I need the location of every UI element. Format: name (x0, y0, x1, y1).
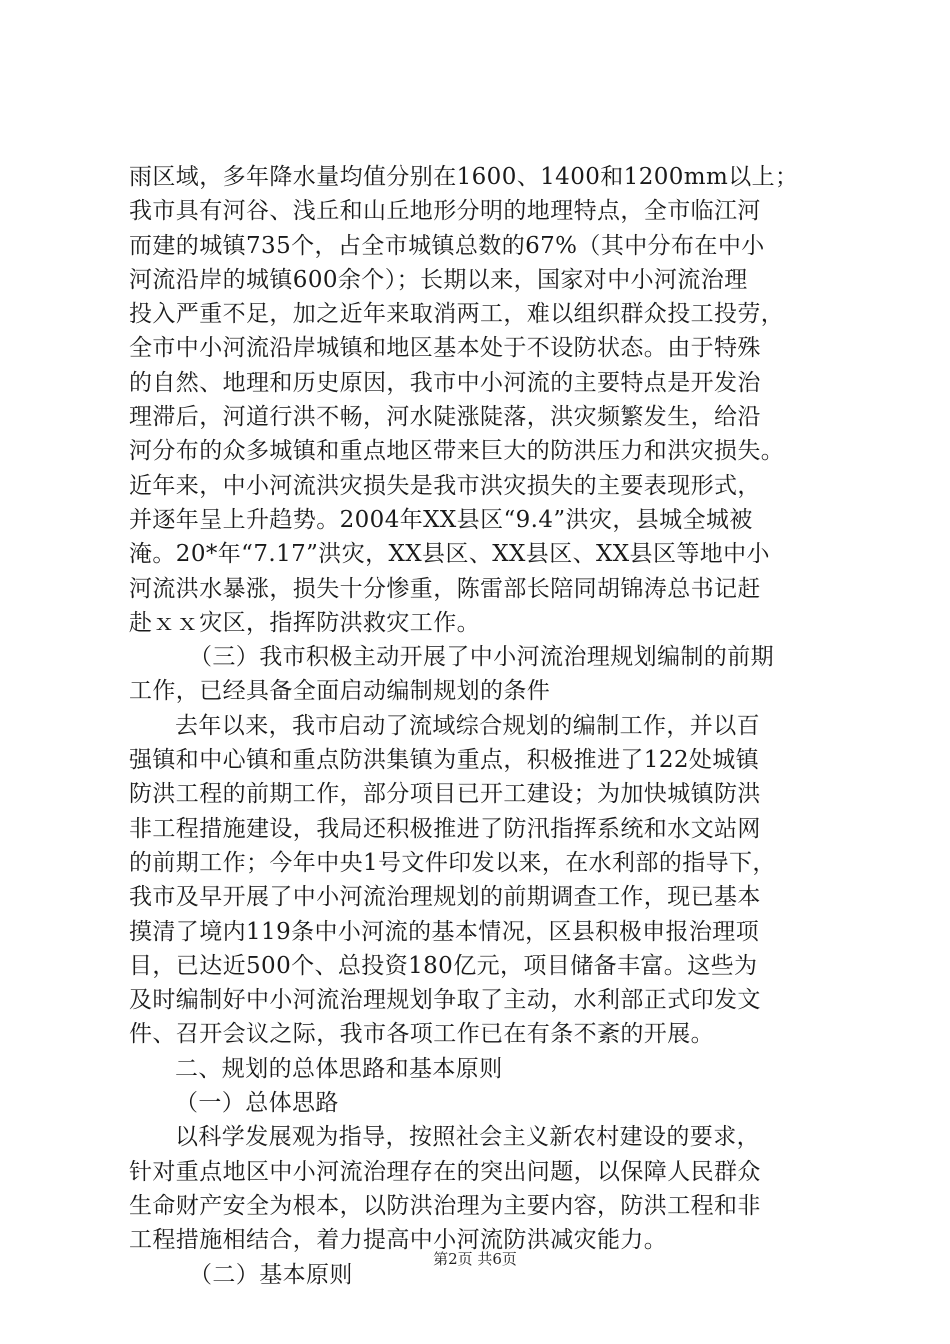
text-line: 非工程措施建设，我局还积极推进了防汛指挥系统和水文站网 (129, 815, 761, 842)
text-line: 赴ｘｘ灾区，指挥防洪救灾工作。 (129, 609, 480, 636)
text-line: 二、规划的总体思路和基本原则 (175, 1055, 503, 1082)
text-line: 的自然、地理和历史原因，我市中小河流的主要特点是开发治 (129, 369, 761, 396)
text-line: 强镇和中心镇和重点防洪集镇为重点，积极推进了122处城镇 (129, 747, 760, 774)
text-line: 雨区域，多年降水量均值分别在1600、1400和1200mm以上； (129, 164, 799, 190)
document-body (129, 160, 833, 1292)
text-line: 生命财产安全为根本，以防洪治理为主要内容，防洪工程和非 (129, 1192, 761, 1219)
text-line: 工作，已经具备全面启动编制规划的条件 (129, 678, 551, 705)
text-line: 目，已达近500个、总投资180亿元，项目储备丰富。这些为 (129, 952, 758, 979)
text-line: 淹。20*年“7.17”洪灾，XX县区、XX县区、XX县区等地中小 (129, 541, 770, 568)
text-line: 我市具有河谷、浅丘和山丘地形分明的地理特点，全市临江河 (129, 198, 761, 225)
page-footer: 第2页 共6页 (433, 1250, 517, 1268)
text-line: 以科学发展观为指导，按照社会主义新农村建设的要求， (175, 1124, 760, 1151)
text-line: 理滞后，河道行洪不畅，河水陡涨陡落，洪灾频繁发生，给沿 (129, 404, 761, 431)
text-line: 件、召开会议之际，我市各项工作已在有条不紊的开展。 (129, 1021, 714, 1048)
text-line: 防洪工程的前期工作，部分项目已开工建设；为加快城镇防洪 (129, 781, 761, 808)
text-line: 针对重点地区中小河流治理存在的突出问题，以保障人民群众 (129, 1158, 761, 1185)
text-line: 近年来，中小河流洪灾损失是我市洪灾损失的主要表现形式， (129, 472, 761, 499)
text-line: 河分布的众多城镇和重点地区带来巨大的防洪压力和洪灾损失。 (129, 438, 785, 465)
text-line: （二）基本原则 (189, 1261, 353, 1288)
text-line: 而建的城镇735个，占全市城镇总数的67%（其中分布在中小 (129, 232, 765, 259)
text-line: 河流沿岸的城镇600余个）；长期以来，国家对中小河流治理 (129, 266, 748, 293)
text-line: 并逐年呈上升趋势。2004年XX县区“9.4”洪灾，县城全城被 (129, 506, 753, 533)
text-line: 河流洪水暴涨，损失十分惨重，陈雷部长陪同胡锦涛总书记赶 (129, 575, 761, 602)
text-line: 全市中小河流沿岸城镇和地区基本处于不设防状态。由于特殊 (129, 335, 761, 362)
text-line: （一）总体思路 (175, 1090, 339, 1117)
text-line: 投入严重不足，加之近年来取消两工，难以组织群众投工投劳， (129, 301, 785, 328)
text-line: （三）我市积极主动开展了中小河流治理规划编制的前期 (189, 644, 774, 671)
text-line: 工程措施相结合，着力提高中小河流防洪减灾能力。 (129, 1227, 668, 1254)
text-line: 我市及早开展了中小河流治理规划的前期调查工作，现已基本 (129, 884, 761, 911)
text-line: 及时编制好中小河流治理规划争取了主动，水利部正式印发文 (129, 987, 761, 1014)
text-line: 的前期工作；今年中央1号文件印发以来，在水利部的指导下， (129, 849, 776, 876)
text-line: 去年以来，我市启动了流域综合规划的编制工作，并以百 (175, 712, 760, 739)
text-line: 摸清了境内119条中小河流的基本情况，区县积极申报治理项 (129, 918, 760, 945)
